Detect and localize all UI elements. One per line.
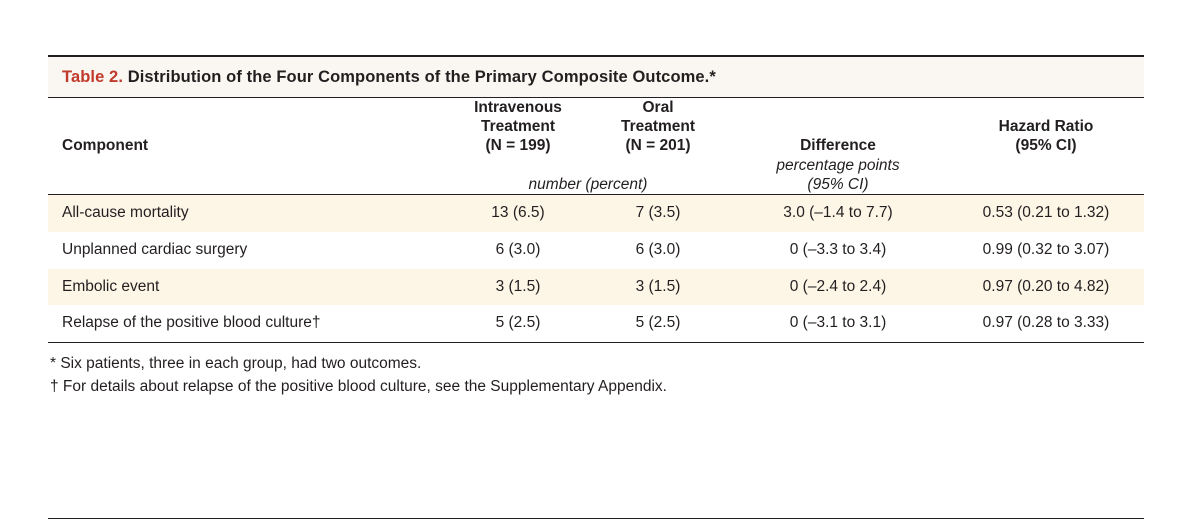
table-caption-label: Table 2. (62, 68, 124, 86)
row-iv: 3 (1.5) (448, 269, 588, 306)
table-caption-text: Distribution of the Four Components of the Primary Composite Outcome.* (127, 68, 716, 86)
header-intravenous-line1: Intravenous (474, 99, 562, 116)
header-component: Component (62, 137, 149, 155)
row-difference: 3.0 (–1.4 to 7.7) (728, 195, 948, 232)
row-hazard-ratio: 0.99 (0.32 to 3.07) (982, 241, 1110, 258)
header-oral (588, 98, 728, 156)
row-iv: 6 (3.0) (495, 241, 541, 258)
row-difference: 0 (–3.3 to 3.4) (789, 241, 887, 258)
table-footnotes (48, 352, 1144, 399)
units-difference-line1: percentage points (776, 156, 900, 174)
row-hazard-ratio: 0.97 (0.20 to 4.82) (948, 269, 1144, 306)
table-2 (48, 55, 1144, 398)
table-row (48, 305, 1144, 342)
row-difference: 0 (–3.1 to 3.1) (789, 314, 887, 332)
row-iv: 13 (6.5) (448, 195, 588, 232)
header-hazard-ratio-line1: Hazard Ratio (998, 118, 1094, 136)
table-row (48, 269, 1144, 306)
footnote-asterisk: * Six patients, three in each group, had two outcomes. (50, 354, 422, 372)
header-hazard-ratio-line2: (95% CI) (1015, 137, 1077, 155)
header-oral-line2: Treatment (620, 118, 696, 136)
row-component: Relapse of the positive blood culture† (62, 314, 321, 332)
units-difference-line2: (95% CI) (807, 176, 869, 194)
units-number-percent: number (percent) (528, 176, 648, 194)
header-oral-line3: (N = 201) (625, 137, 691, 155)
row-oral: 6 (3.0) (635, 241, 681, 258)
table-row (48, 232, 1144, 269)
table-caption (48, 57, 1144, 98)
row-iv: 5 (2.5) (495, 314, 541, 332)
row-oral: 7 (3.5) (588, 195, 728, 232)
header-intravenous (448, 98, 588, 156)
row-oral: 5 (2.5) (635, 314, 681, 332)
row-oral: 3 (1.5) (588, 269, 728, 306)
row-component: Unplanned cardiac surgery (62, 241, 248, 258)
table-box (48, 55, 1144, 343)
units-difference (728, 156, 948, 195)
outcome-table (48, 98, 1144, 342)
row-difference: 0 (–2.4 to 2.4) (728, 269, 948, 306)
footnote-dagger: † For details about relapse of the positive blood culture, see the Supplementary Appendix. (50, 378, 667, 396)
bottom-rule (48, 518, 1144, 519)
table-units-row (48, 156, 1144, 195)
row-component: Embolic event (48, 269, 448, 306)
header-intravenous-line2: Treatment (480, 118, 556, 136)
header-intravenous-line3: (N = 199) (485, 137, 551, 155)
header-oral-line1: Oral (642, 99, 674, 116)
table-row (48, 195, 1144, 232)
header-difference: Difference (800, 137, 876, 155)
units-spacer-right (948, 156, 1144, 195)
row-component: All-cause mortality (48, 195, 448, 232)
table-header-row (48, 98, 1144, 156)
row-hazard-ratio: 0.53 (0.21 to 1.32) (948, 195, 1144, 232)
row-hazard-ratio: 0.97 (0.28 to 3.33) (982, 314, 1110, 332)
units-spacer (48, 156, 448, 195)
header-hazard-ratio (948, 98, 1144, 156)
